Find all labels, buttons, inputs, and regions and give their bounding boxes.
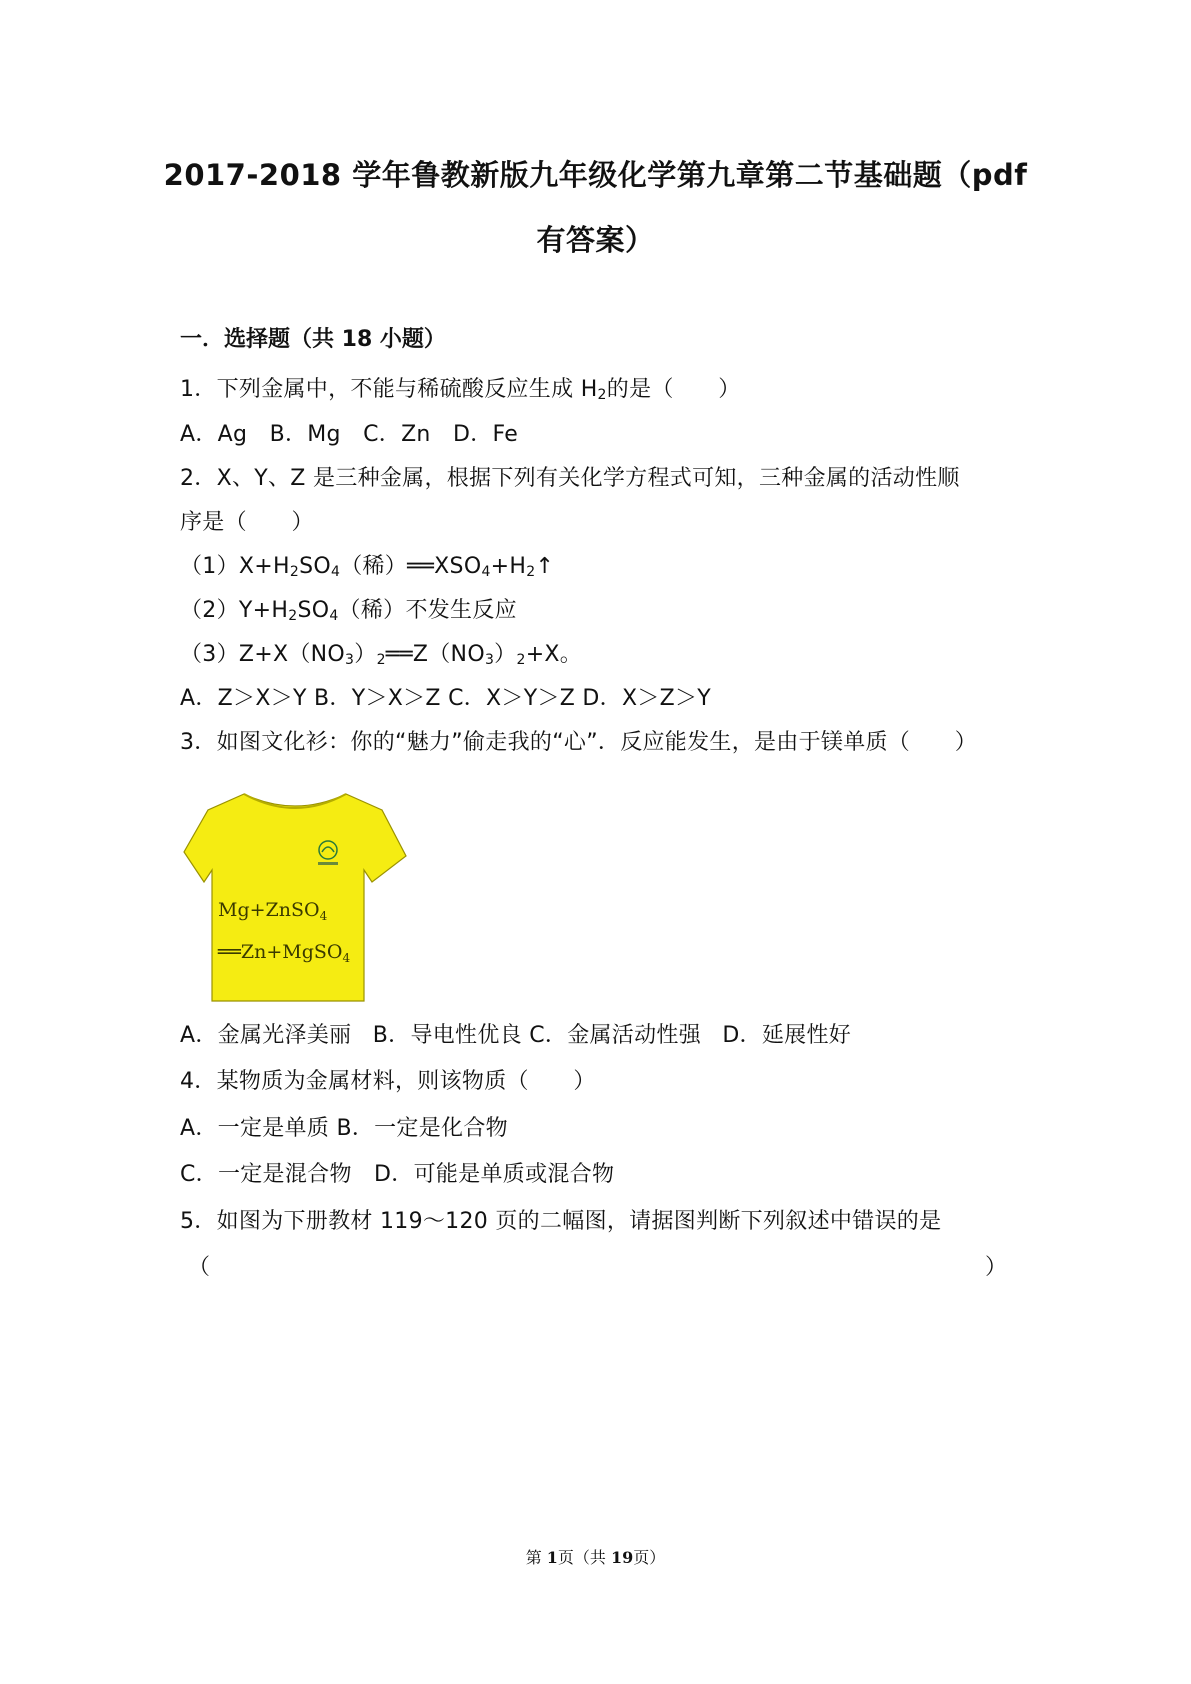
eq-part: （3）Z+X（NO xyxy=(180,642,346,667)
eq-subscript: 2 xyxy=(288,608,298,624)
footer-page-number: 1 xyxy=(546,1548,558,1567)
eq-subscript: 2 xyxy=(526,564,536,580)
question-2-options: A．Z＞X＞Y B．Y＞X＞Z C．X＞Y＞Z D．X＞Z＞Y xyxy=(180,686,712,711)
eq-part: （1）X+H xyxy=(180,554,290,579)
question-2-equation-2 xyxy=(180,593,517,624)
q1-stem-part: 的是（ ） xyxy=(606,377,741,402)
q3-option-a: A．金属光泽美丽 xyxy=(180,1023,352,1048)
tshirt-logo-caption xyxy=(318,862,338,865)
tshirt-equation-line2: ══Zn+MgSO$_4$ xyxy=(218,941,351,965)
tshirt-image xyxy=(182,790,408,1003)
tshirt-equation-line1: Mg+ZnSO$_4$ xyxy=(218,899,328,923)
q3-option-c: C．金属活动性强 xyxy=(529,1023,702,1048)
q1-stem-part: 1．下列金属中，不能与稀硫酸反应生成 H xyxy=(180,377,598,402)
eq-subscript: 2 xyxy=(376,652,386,668)
document-title-line1: 2017-2018 学年鲁教新版九年级化学第九章第二节基础题（pdf xyxy=(163,158,1028,192)
footer-total-pages: 19 xyxy=(611,1548,634,1567)
eq-part: （稀）══XSO xyxy=(340,554,482,579)
question-2-equation-3 xyxy=(180,637,582,668)
section-header: 一．选择题（共 18 小题） xyxy=(180,327,446,352)
eq-subscript: 4 xyxy=(481,564,491,580)
eq-subscript: 2 xyxy=(289,564,300,580)
eq-part: SO xyxy=(299,554,331,579)
question-1-stem xyxy=(180,372,741,403)
eq-subscript: 3 xyxy=(484,652,495,668)
tshirt-body xyxy=(184,794,406,1001)
question-4-stem: 4．某物质为金属材料，则该物质（ ） xyxy=(180,1069,596,1094)
eq-subscript: 4 xyxy=(329,608,339,624)
eq-part: ↑ xyxy=(535,554,555,579)
question-2-stem-line2: 序是（ ） xyxy=(180,510,314,535)
q3-option-d: D．延展性好 xyxy=(722,1023,852,1048)
eq-part: （稀）不发生反应 xyxy=(338,598,517,623)
question-5-stem: 5．如图为下册教材 119～120 页的二幅图，请据图判断下列叙述中错误的是 xyxy=(180,1209,942,1234)
footer-mid: 页（共 xyxy=(557,1548,612,1567)
eq-part: SO xyxy=(297,598,330,623)
eq-part: ══Z（NO xyxy=(385,642,485,667)
footer-suffix: 页） xyxy=(633,1548,666,1567)
question-1-options: A．Ag B．Mg C．Zn D．Fe xyxy=(180,422,519,447)
question-5-paren-close: ） xyxy=(985,1255,1008,1280)
eq-subscript: 2 xyxy=(516,652,526,668)
question-4-options-line2: C．一定是混合物 D．可能是单质或混合物 xyxy=(180,1162,615,1187)
eq-subscript: 3 xyxy=(345,652,355,668)
document-title-line2: 有答案） xyxy=(536,223,655,257)
question-3-options xyxy=(180,1018,851,1049)
eq-part: +H xyxy=(490,554,527,579)
question-2-equation-1 xyxy=(180,549,554,580)
footer-prefix: 第 xyxy=(525,1548,547,1567)
eq-part: ） xyxy=(494,642,517,667)
q3-option-b: B．导电性优良 xyxy=(372,1023,522,1048)
eq-part: +X。 xyxy=(525,642,583,667)
eq-subscript: 4 xyxy=(330,564,341,580)
question-3-stem: 3．如图文化衫：你的“魅力”偷走我的“心”．反应能发生，是由于镁单质（ ） xyxy=(180,730,977,755)
page-footer xyxy=(0,1545,1191,1568)
question-4-options-line1: A．一定是单质 B．一定是化合物 xyxy=(180,1116,508,1141)
eq-part: ） xyxy=(354,642,377,667)
eq-part: （2）Y+H xyxy=(180,598,289,623)
q1-subscript: 2 xyxy=(597,387,607,403)
question-5-paren-open: （ xyxy=(188,1255,211,1280)
question-2-stem-line1: 2．X、Y、Z 是三种金属，根据下列有关化学方程式可知，三种金属的活动性顺 xyxy=(180,466,960,491)
